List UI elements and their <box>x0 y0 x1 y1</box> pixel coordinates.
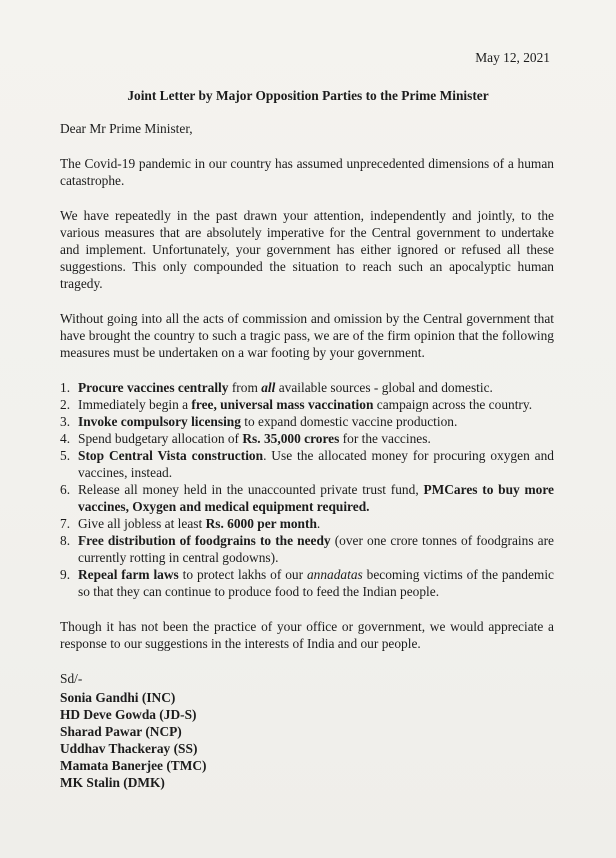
demand-item: 9. Repeal farm laws to protect lakhs of our annadatas becoming victims of the pandemic so that they can continue to produce food to feed the Indian people. <box>60 567 554 599</box>
salutation: Dear Mr Prime Minister, <box>60 121 193 136</box>
demand-item: 6. Release all money held in the unaccounted private trust fund, PMCares to buy more vaccines, Oxygen and medical equipment required. <box>60 482 554 514</box>
paragraph-intro: The Covid-19 pandemic in our country has assumed unprecedented dimensions of a human catastrophe. <box>60 156 554 188</box>
demands-list <box>60 379 554 600</box>
paragraph-measures: Without going into all the acts of commission and omission by the Central government that have brought the country to such a tragic pass, we are of the firm opinion that the following measures must be undertaken on a war footing by your government. <box>60 311 554 360</box>
letter-date: May 12, 2021 <box>475 50 550 65</box>
signatory: MK Stalin (DMK) <box>60 775 165 790</box>
demand-item: 4. Spend budgetary allocation of Rs. 35,000 crores for the vaccines. <box>60 431 431 446</box>
sign-off: Sd/- <box>60 671 83 686</box>
signatory: HD Deve Gowda (JD-S) <box>60 707 197 722</box>
demand-item: 8. Free distribution of foodgrains to the needy (over one crore tonnes of foodgrains are currently rotting in central godowns). <box>60 533 554 565</box>
letter-title: Joint Letter by Major Opposition Parties to the Prime Minister <box>127 88 489 103</box>
paragraph-closing: Though it has not been the practice of your office or government, we would appreciate a response to our suggestions in the interests of India and our people. <box>60 619 554 651</box>
demand-item: 2. Immediately begin a free, universal mass vaccination campaign across the country. <box>60 397 533 412</box>
paragraph-past-attention: We have repeatedly in the past drawn your attention, independently and jointly, to the various measures that are absolutely imperative for the Central government to undertake and implement. Unfortunately, your government has either ignored or refused all these suggestions. This only compounded the situation to reach such an apocalyptic human tragedy. <box>60 208 554 291</box>
signatory: Mamata Banerjee (TMC) <box>60 758 207 773</box>
signatory: Sharad Pawar (NCP) <box>60 724 182 739</box>
signatory: Sonia Gandhi (INC) <box>60 690 176 705</box>
signatory: Uddhav Thackeray (SS) <box>60 741 198 756</box>
demand-item: 5. Stop Central Vista construction. Use the allocated money for procuring oxygen and vaccines, instead. <box>60 448 554 480</box>
demand-item: 7. Give all jobless at least Rs. 6000 per month. <box>60 516 321 531</box>
signature-block <box>60 670 554 791</box>
demand-item: 3. Invoke compulsory licensing to expand domestic vaccine production. <box>60 414 458 429</box>
letter-body <box>60 120 554 791</box>
demand-item: 1. Procure vaccines centrally from all available sources - global and domestic. <box>60 380 493 395</box>
